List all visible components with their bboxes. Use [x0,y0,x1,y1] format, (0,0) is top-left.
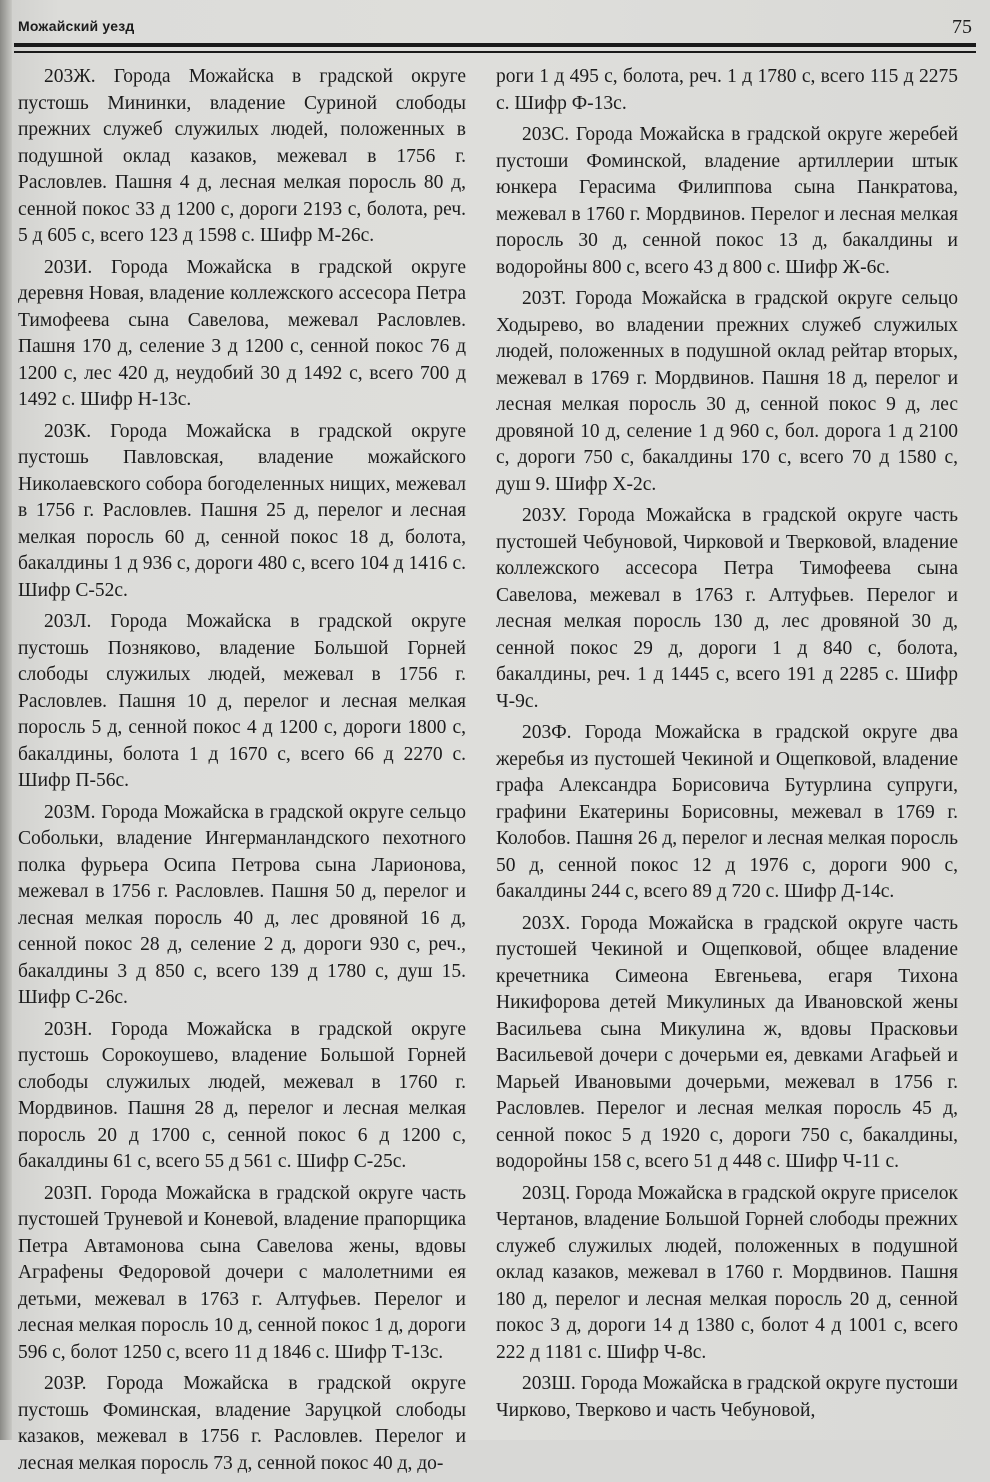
entry-203k: 203К. Города Можайска в градской округе пустошь Павловская, владение можайского Николаевского собора богоделенных нищих, межевал в 1756 г. Расловлев. Пашня 25 д, перелог и лесная мелкая поросль 60 д, сенной покос 18 д, болота, бакалдины 1 д 936 с, дороги 480 с, всего 104 д 1416 с. Шифр С-52с. [18,420,466,601]
entry-203r-continued: роги 1 д 495 с, болота, реч. 1 д 1780 с, всего 115 д 2275 с. Шифр Ф-13с. [496,66,958,114]
entry-203p: 203П. Города Можайска в градской округе часть пустошей Труневой и Коневой, владение прапорщика Петра Автамонова сына Савелова жены, вдовы Аграфены Федоровой дочери с малолетними ея детьми, межевал в 1763 г. Алтуфьев. Перелог и лесная мелкая поросль 10 д, сенной покос 1 д, дороги 596 с, болот 1250 с, всего 11 д 1846 с. Шифр Т-13с. [18,1182,466,1363]
entry-203n: 203Н. Города Можайска в градской округе пустошь Сорокоушево, владение Большой Горней слободы служилых людей, межевал в 1760 г. Мордвинов. Пашня 28 д, перелог и лесная мелкая поросль 20 д 1700 с, сенной покос 6 д 1200 с, бакалдины 61 с, всего 55 д 561 с. Шифр С-25с. [18,1018,466,1172]
entry-203t: 203Т. Города Можайска в градской округе сельцо Ходырево, во владении прежних служеб служилых людей, положенных в подушной оклад рейтар вторых, межевал в 1769 г. Мордвинов. Пашня 18 д, перелог и лесная мелкая поросль 30 д, сенной покос 9 д, лес дровяной 10 д, селение 1 д 960 с, бол. дорога 1 д 2100 с, дороги 750 с, бакалдины 170 с, всего 70 д 1580 с, душ 9. Шифр Х-2с. [496,288,958,495]
entry-203i: 203И. Города Можайска в градской округе деревня Новая, владение коллежского ассесора Петра Тимофеева сына Савелова, межевал Расловлев. Пашня 170 д, селение 3 д 1200 с, сенной покос 76 д 1200 с, лес 420 д, неудобий 30 д 1492 с, всего 700 д 1492 с. Шифр Н-13с. [18,256,466,410]
entry-203zh: 203Ж. Города Можайска в градской округе пустошь Мининки, владение Суриной слободы прежних служеб служилых людей, положенных в подушной оклад казаков, межевал в 1756 г. Расловлев. Пашня 4 д, лесная мелкая поросль 80 д, сенной покос 33 д 1200 с, дороги 2193 с, болота, реч. 5 д 605 с, всего 123 д 1598 с. Шифр М-26с. [18,66,466,246]
entry-203sh: 203Ш. Города Можайска в градской округе пустоши Чирково, Тверково и часть Чебуновой, [496,1373,958,1421]
right-column [496,64,958,1429]
running-head: Можайский уезд [18,18,135,34]
page-header [14,14,974,38]
page-gutter-shadow [0,0,12,1440]
entry-203u: 203У. Города Можайска в градской округе часть пустошей Чебуновой, Чирковой и Тверковой, владение коллежского ассесора Петра Тимофеева сына Савелова, межевал в 1763 г. Алтуфьев. Перелог и лесная мелкая поросль 130 д, лес дровяной 30 д, сенной покос 29 д, дороги 1 д 840 с, болота, бакалдины, реч. 1 д 1445 с, всего 191 д 2285 с. Шифр Ч-9с. [496,505,958,712]
left-column [18,64,466,1482]
page-number: 75 [952,16,972,38]
entry-203ts: 203Ц. Города Можайска в градской округе приселок Чертанов, владение Большой Горней слободы прежних служеб служилых людей, положенных в подушной оклад казаков, межевал в 1760 г. Мордвинов. Пашня 180 д, перелог и лесная мелкая поросль 20 д, сенной покос 3 д, дороги 14 д 1380 с, болот 4 д 1001 с, всего 222 д 1181 с. Шифр Ч-8с. [496,1182,958,1363]
entry-203s: 203С. Города Можайска в градской округе жеребей пустоши Фоминской, владение артиллерии штык юнкера Герасима Филиппова сына Панкратова, межевал в 1760 г. Мордвинов. Перелог и лесная мелкая поросль 30 д, сенной покос 13 д, бакалдины и водоройны 800 с, всего 43 д 800 с. Шифр Ж-6с. [496,124,958,278]
header-rule-thin [14,51,976,53]
entry-203kh: 203Х. Города Можайска в градской округе часть пустошей Чекиной и Ощепковой, общее владение кречетника Симеона Евгеньева, егаря Тихона Никифорова детей Микулиных да Ивановской жены Васильева сына Микулина ж, вдовы Прасковьи Васильевой дочери с дочерьми ея, девками Агафьей и Марьей Ивановыми дочерьми, межевал в 1756 г. Расловлев. Перелог и лесная мелкая поросль 45 д, сенной покос 5 д 1920 с, дороги 750 с, бакалдины, водоройны 158 с, всего 51 д 448 с. Шифр Ч-11 с. [496,912,958,1172]
entry-203f: 203Ф. Города Можайска в градской округе два жеребья из пустошей Чекиной и Ощепковой, владение графа Александра Борисовича Бутурлина супруги, графини Екатерины Борисовны, межевал в 1769 г. Колобов. Пашня 26 д, перелог и лесная мелкая поросль 50 д, сенной покос 12 д 1976 с, дороги 900 с, бакалдины 244 с, всего 89 д 720 с. Шифр Д-14с. [496,722,958,902]
header-rule-thick [14,43,976,47]
entry-203r: 203Р. Города Можайска в градской округе пустошь Фоминская, владение Заруцкой слободы казаков, межевал в 1756 г. Расловлев. Перелог и лесная мелкая поросль 73 д, сенной покос 40 д, до- [18,1373,466,1474]
entry-203m: 203М. Города Можайска в градской округе сельцо Собольки, владение Ингерманландского пехотного полка фурьера Осипа Петрова сына Ларионова, межевал в 1756 г. Расловлев. Пашня 50 д, перелог и лесная мелкая поросль 40 д, лес дровяной 16 д, сенной покос 28 д, селение 2 д, дороги 930 с, реч., бакалдины 3 д 850 с, всего 139 д 1780 с, душ 15. Шифр С-26с. [18,801,466,1008]
entry-203l: 203Л. Города Можайска в градской округе пустошь Позняково, владение Большой Горней слободы служилых людей, межевал в 1756 г. Расловлев. Пашня 10 д, перелог и лесная мелкая поросль 5 д, сенной покос 4 д 1200 с, дороги 1800 с, бакалдины, болота 1 д 1670 с, всего 66 д 2270 с. Шифр П-56с. [18,611,466,791]
